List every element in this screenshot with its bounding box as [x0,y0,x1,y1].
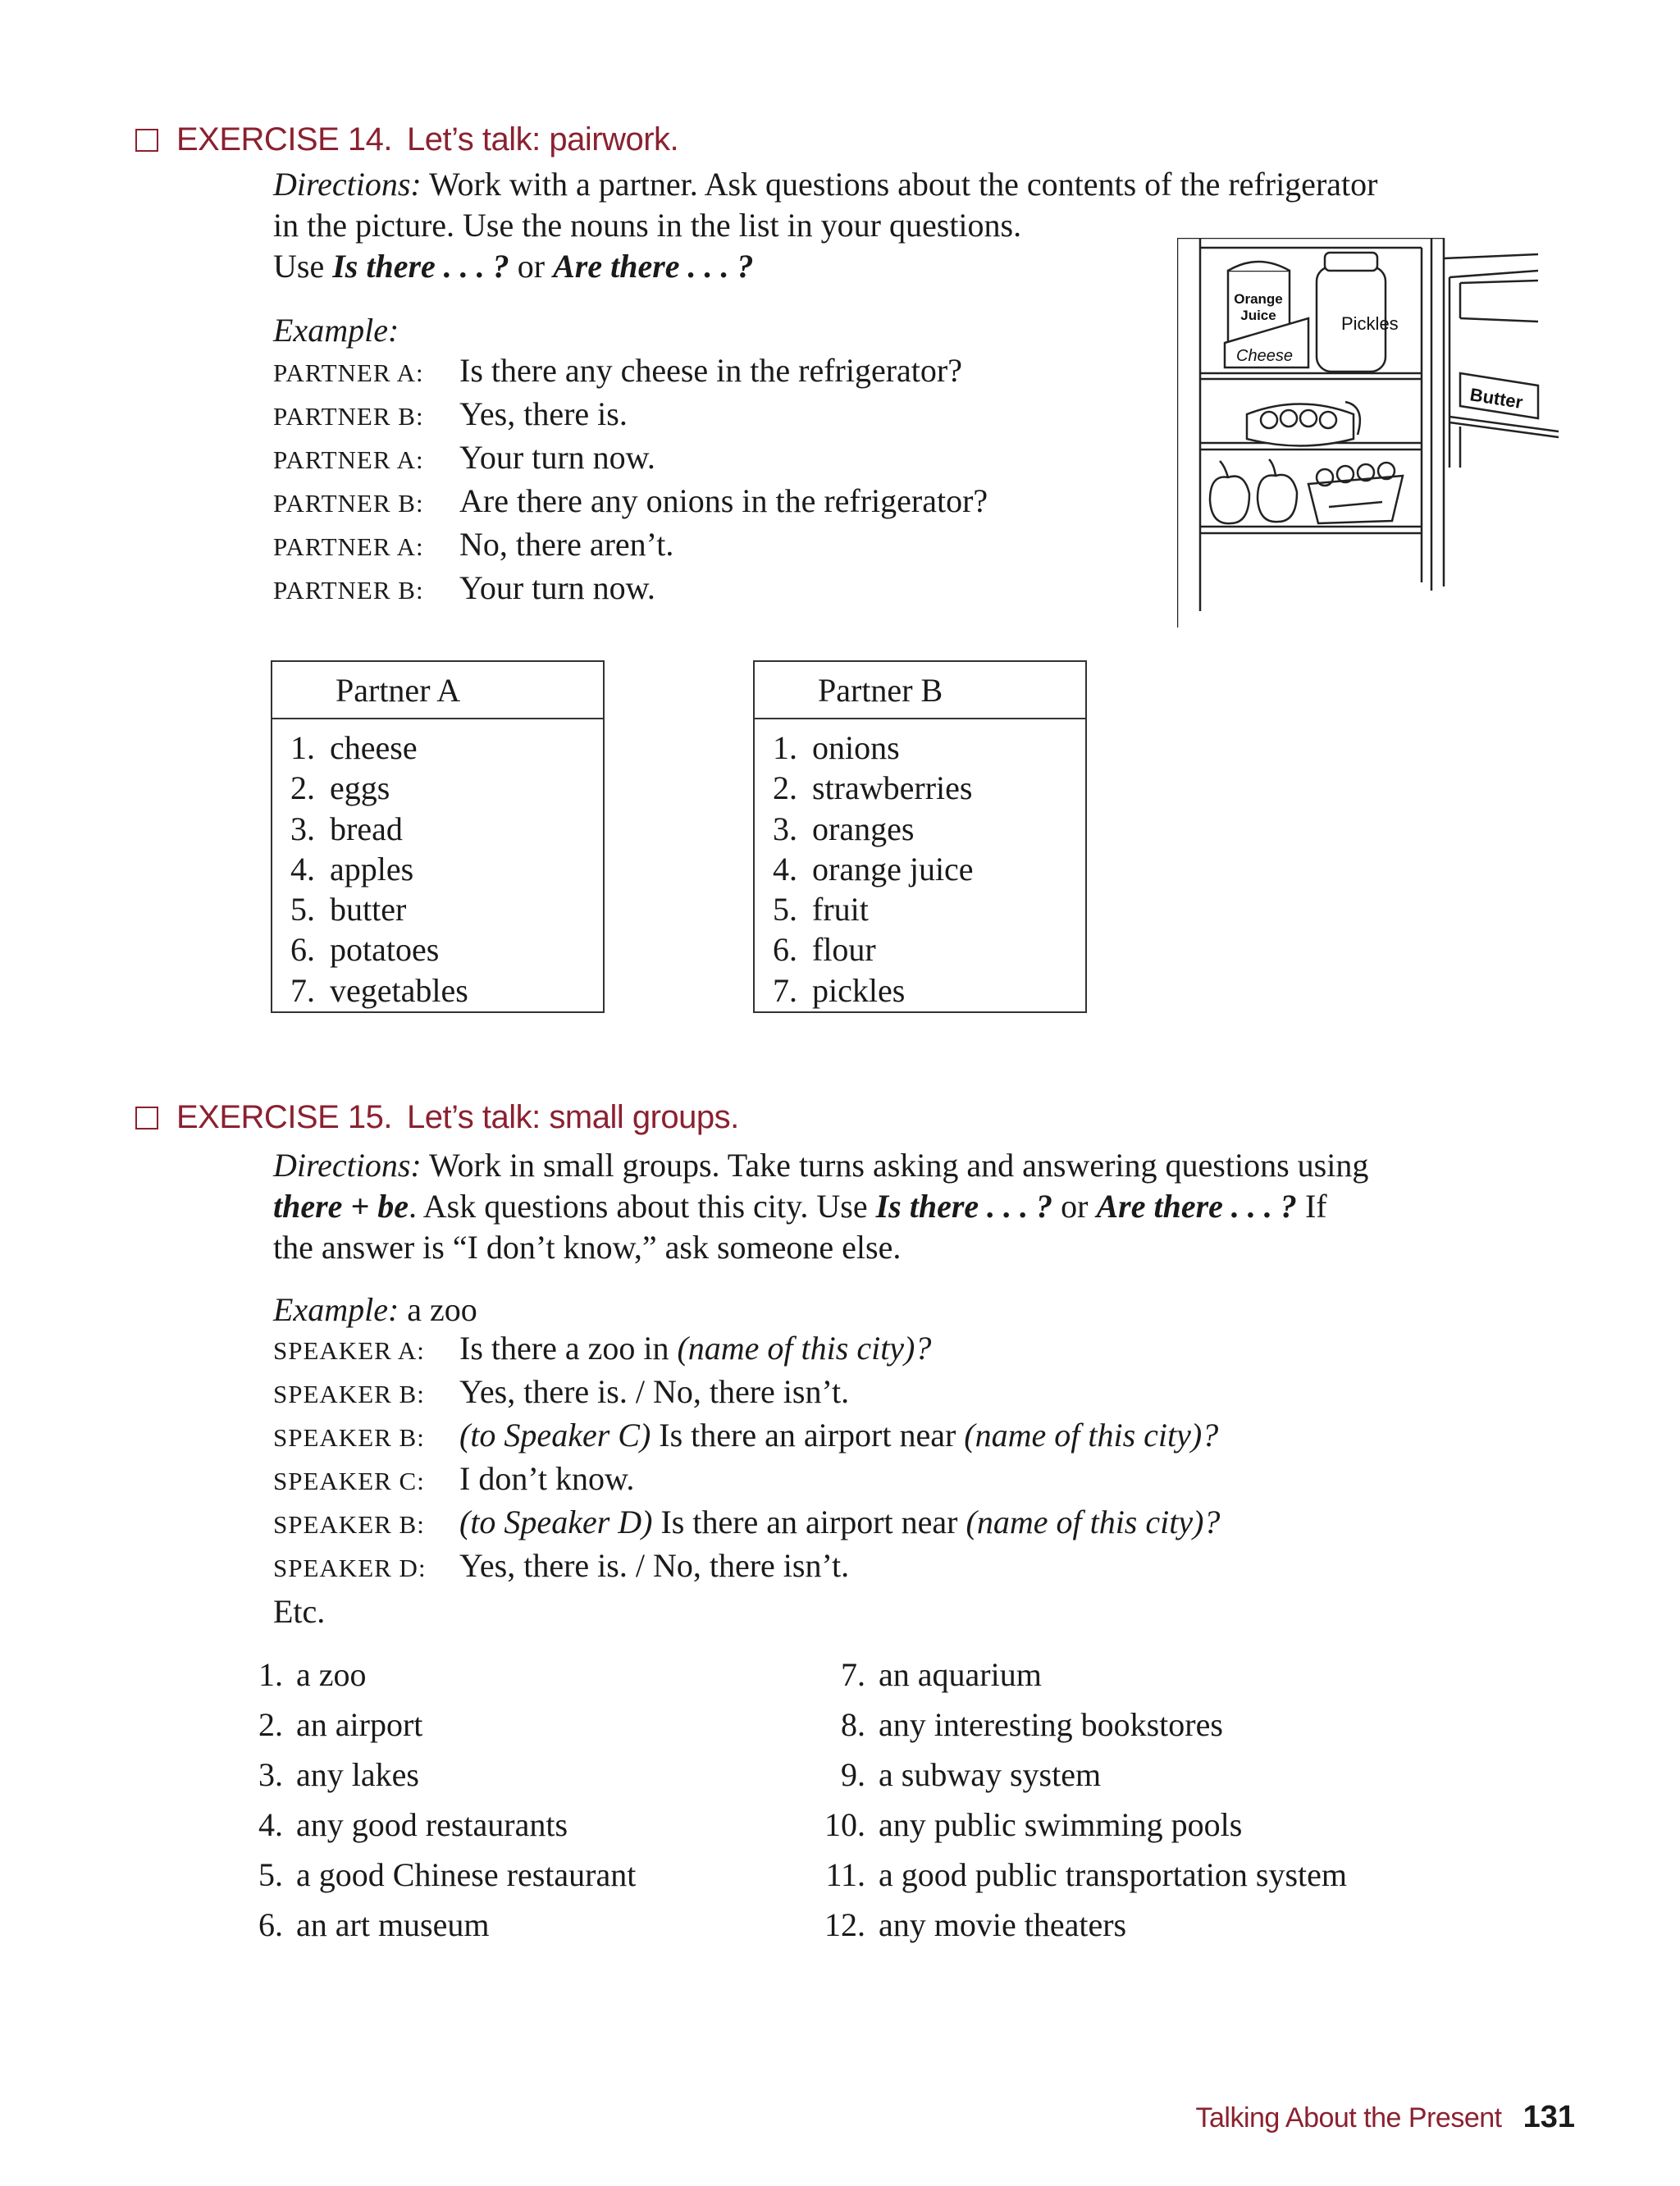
there-be-phrase: there + be [273,1188,409,1225]
speaker-label: SPEAKER B: [273,1423,425,1452]
item-number: 7. [841,1656,865,1693]
item-text: eggs [330,769,390,807]
list-item [272,971,603,1011]
dialogue-placeholder: (name of this city)? [966,1504,1221,1540]
dialogue-text: I don’t know. [459,1460,635,1497]
item-number: 4. [258,1806,283,1843]
fridge-cheese-label: Cheese [1236,347,1293,365]
speaker-label: PARTNER B: [273,402,424,431]
dialogue-text: Yes, there is. [459,395,628,432]
dialogue-text: Yes, there is. / No, there isn’t. [459,1547,850,1584]
use-question-1: Is there . . . ? [332,248,509,285]
list-item [238,1805,636,1855]
partner-a-list [272,719,603,1011]
list-item [238,1755,636,1805]
dialogue-text: Are there any onions in the refrigerator? [459,482,988,519]
example-label: Example: [273,1291,399,1328]
example-value: a zoo [399,1291,477,1328]
dialogue-text-group [459,1459,634,1498]
item-text: a zoo [296,1656,367,1693]
item-number: 6. [290,931,315,969]
dialogue-text-group [459,1416,1218,1454]
speaker-label: SPEAKER B: [273,1380,425,1408]
item-text: flour [812,931,876,969]
item-text: butter [330,891,407,929]
dialogue-aside: (to Speaker D) [459,1504,653,1540]
dialogue-text-group [459,1503,1220,1541]
list-item [755,971,1085,1011]
speaker-label: SPEAKER A: [273,1336,425,1365]
item-number: 10. [824,1806,865,1843]
dialogue-row [273,1459,1220,1503]
list-item [272,728,603,769]
item-number: 9. [841,1756,865,1793]
list-item [820,1855,1347,1905]
exercise-14-heading [135,121,678,158]
item-text: fruit [812,891,869,929]
item-text: a good Chinese restaurant [296,1856,637,1893]
use-question-1: Is there . . . ? [875,1188,1053,1225]
list-item [755,769,1085,809]
directions-if: If [1296,1188,1327,1225]
list-item [755,930,1085,970]
directions-label: Directions: [273,166,422,203]
item-number: 6. [773,931,797,969]
item-number: 5. [773,891,797,929]
list-item [238,1855,636,1905]
etc-text: Etc. [273,1593,326,1630]
item-number: 4. [773,850,797,888]
item-text: potatoes [330,931,440,969]
dialogue-text: Yes, there is. / No, there isn’t. [459,1373,850,1410]
page-number: 131 [1522,2100,1575,2134]
fridge-butter-label: Butter [1468,384,1525,413]
item-text: apples [330,850,414,888]
exercise-number: EXERCISE 15. [176,1099,393,1135]
dialogue-row [273,1546,1220,1590]
exercise-number: EXERCISE 14. [176,121,393,157]
item-number: 8. [841,1706,865,1743]
item-number: 5. [258,1856,283,1893]
item-text: a subway system [879,1756,1102,1793]
directions-line: Work in small groups. Take turns asking and answering questions using [421,1147,1369,1184]
dialogue-text: Your turn now. [459,569,655,606]
partner-b-list [755,719,1085,1011]
item-number: 3. [290,810,315,847]
speaker-label: SPEAKER D: [273,1554,427,1582]
item-text: an airport [296,1706,423,1743]
dialogue-placeholder: (name of this city)? [964,1417,1219,1454]
dialogue-row [273,1372,1220,1416]
dialogue-row [273,525,988,568]
dialogue-text: Is there an airport near [651,1417,965,1454]
item-text: an art museum [296,1906,490,1943]
directions-line: Work with a partner. Ask questions about the contents of the refrigerator [421,166,1378,203]
item-text: any good restaurants [296,1806,568,1843]
dialogue-row [273,438,988,481]
item-text: any public swimming pools [879,1806,1243,1843]
refrigerator-illustration [1177,238,1579,632]
list-item [272,810,603,850]
item-text: any interesting bookstores [879,1706,1223,1743]
dialogue-aside: (to Speaker C) [459,1417,651,1454]
item-number: 7. [773,971,797,1009]
directions-line: the answer is “I don’t know,” ask someone else. [273,1229,902,1266]
item-number: 12. [824,1906,865,1943]
item-text: bread [330,810,403,847]
item-text: onions [812,729,900,766]
exercise-15-example [273,1289,477,1330]
page-footer [1196,2100,1576,2135]
dialogue-text-group [459,1329,931,1367]
list-item [272,769,603,809]
use-question-2: Are there . . . ? [1096,1188,1297,1225]
item-text: vegetables [330,971,468,1009]
exercise-15-heading [135,1099,739,1136]
speaker-label: PARTNER B: [273,576,424,605]
dialogue-row [273,395,988,438]
item-text: orange juice [812,850,974,888]
list-item [272,930,603,970]
item-text: oranges [812,810,915,847]
item-text: pickles [812,971,906,1009]
dialogue-text: No, there aren’t. [459,526,674,563]
exercise-title: Let’s talk: pairwork. [407,121,679,157]
checkbox-icon[interactable] [135,1107,158,1130]
dialogue-row [273,568,988,612]
checkbox-icon[interactable] [135,129,158,152]
item-number: 2. [773,769,797,807]
directions-line: . Ask questions about this city. Use [408,1188,876,1225]
list-item [820,1755,1347,1805]
use-text: Use [273,248,333,285]
item-number: 4. [290,850,315,888]
list-item [820,1905,1347,1956]
item-number: 7. [290,971,315,1009]
item-number: 1. [773,729,797,766]
item-number: 3. [258,1756,283,1793]
item-number: 3. [773,810,797,847]
exercise-14-dialogue [273,351,988,612]
list-item [238,1705,636,1755]
dialogue-text: Your turn now. [459,439,655,476]
use-or: or [1052,1188,1097,1225]
dialogue-row [273,351,988,395]
dialogue-placeholder: (name of this city)? [677,1330,932,1367]
footer-chapter-title: Talking About the Present [1195,2102,1502,2134]
item-number: 1. [258,1656,283,1693]
exercise-15-list-right [820,1655,1347,1956]
list-item [238,1655,636,1705]
item-text: cheese [330,729,418,766]
directions-label: Directions: [273,1147,422,1184]
dialogue-text: Is there any cheese in the refrigerator? [459,352,962,389]
fridge-pickles-label: Pickles [1341,313,1399,334]
item-number: 11. [825,1856,865,1893]
partner-b-box [753,660,1087,1013]
list-item [755,810,1085,850]
dialogue-text: Is there an airport near [652,1504,966,1540]
partner-a-box [271,660,605,1013]
list-item [755,890,1085,930]
dialogue-text-group [459,1546,849,1585]
dialogue-text-group [459,1372,849,1411]
speaker-label: PARTNER A: [273,358,424,387]
item-number: 5. [290,891,315,929]
speaker-label: PARTNER A: [273,445,424,474]
dialogue-row [273,1503,1220,1546]
example-label: Example: [273,312,399,349]
list-item [272,850,603,890]
exercise-15-dialogue [273,1329,1220,1590]
speaker-label: SPEAKER C: [273,1467,425,1495]
list-item [820,1655,1347,1705]
exercise-15-directions [273,1145,1553,1268]
partner-b-title: Partner B [755,662,1085,719]
list-item [820,1805,1347,1855]
item-number: 1. [290,729,315,766]
item-number: 6. [258,1906,283,1943]
item-number: 2. [258,1706,283,1743]
item-number: 2. [290,769,315,807]
item-text: any lakes [296,1756,419,1793]
use-question-2: Are there . . . ? [553,248,754,285]
exercise-15-list-left [238,1655,636,1956]
item-text: an aquarium [879,1656,1042,1693]
exercise-title: Let’s talk: small groups. [407,1099,739,1135]
list-item [238,1905,636,1956]
directions-line: in the picture. Use the nouns in the list in your questions. [273,207,1022,244]
item-text: any movie theaters [879,1906,1127,1943]
speaker-label: PARTNER A: [273,532,424,561]
use-or: or [509,248,554,285]
dialogue-row [273,1329,1220,1372]
dialogue-row [273,481,988,525]
list-item [755,850,1085,890]
speaker-label: PARTNER B: [273,489,424,518]
fridge-orange-label: Orange [1234,291,1283,307]
speaker-label: SPEAKER B: [273,1510,425,1539]
item-text: strawberries [812,769,973,807]
item-text: a good public transportation system [879,1856,1348,1893]
partner-a-title: Partner A [272,662,603,719]
dialogue-text: Is there a zoo in [459,1330,678,1367]
list-item [755,728,1085,769]
list-item [272,890,603,930]
list-item [820,1705,1347,1755]
fridge-juice-label: Juice [1240,308,1276,323]
dialogue-row [273,1416,1220,1459]
